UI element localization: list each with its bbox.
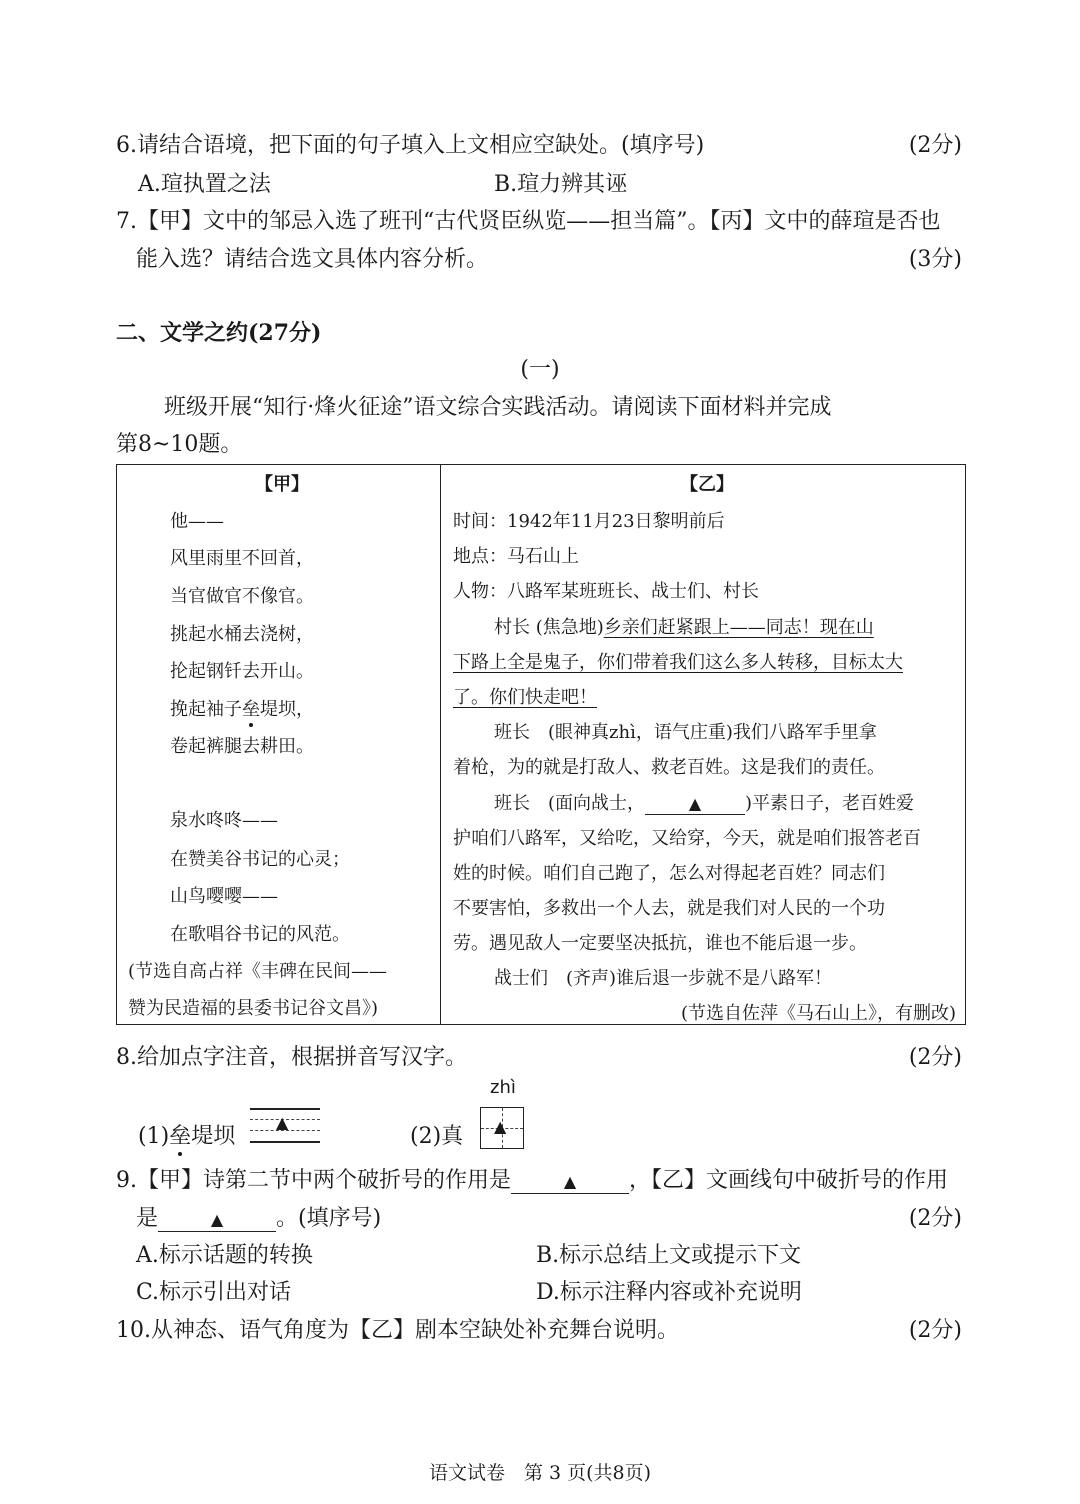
play-time: 时间：1942年11月23日黎明前后 bbox=[453, 511, 725, 532]
intro-line2: 第8~10题。 bbox=[116, 432, 243, 457]
poem-line: 挑起水桶去浇树， bbox=[170, 624, 314, 645]
triangle-icon: ▲ bbox=[688, 794, 702, 813]
play-text: 班长 (面向战士， bbox=[494, 793, 646, 814]
q7-points: (3分) bbox=[908, 247, 962, 272]
pinyin-grid[interactable] bbox=[250, 1108, 320, 1144]
q9-text: 是 bbox=[136, 1206, 159, 1231]
dotted-character: 垒 bbox=[242, 699, 260, 720]
q9-text: 。(填序号) bbox=[276, 1206, 382, 1231]
poem-line: 山鸟嘤嘤—— bbox=[170, 886, 278, 907]
play-line: 姓的时候。咱们自己跑了，怎么对得起老百姓？同志们 bbox=[453, 863, 885, 884]
underlined-sentence: 了。你们快走吧！ bbox=[453, 687, 597, 708]
jia-source-line1: (节选自高占祥《丰碑在民间—— bbox=[128, 961, 388, 982]
q8-item1 bbox=[138, 1119, 235, 1150]
stage-direction: (焦急地) bbox=[535, 617, 604, 638]
play-line: 班长 (眼神真zhì，语气庄重)我们八路军手里拿 bbox=[494, 722, 877, 743]
poem-line: 风里雨里不回首， bbox=[170, 548, 314, 569]
underlined-sentence: 乡亲们赶紧跟上——同志！现在山 bbox=[603, 617, 874, 638]
q9-option-c: C.标示引出对话 bbox=[136, 1280, 292, 1305]
play-line bbox=[494, 789, 914, 815]
play-line: 战士们 (齐声)谁后退一步就不是八路军！ bbox=[494, 968, 833, 989]
q9-option-b: B.标示总结上文或提示下文 bbox=[536, 1243, 802, 1268]
triangle-icon: ▲ bbox=[494, 1117, 507, 1136]
jia-source-line2: 赞为民造福的县委书记谷文昌》) bbox=[128, 998, 379, 1019]
q6-option-a: A.瑄执置之法 bbox=[138, 172, 271, 197]
q9-line1 bbox=[116, 1163, 948, 1194]
answer-blank bbox=[645, 793, 745, 815]
section-title: 二、文学之约(27分) bbox=[116, 320, 322, 346]
pinyin-label: zhì bbox=[490, 1077, 516, 1098]
q6-option-b: B.瑄力辨其诬 bbox=[494, 172, 628, 197]
play-line bbox=[494, 613, 874, 639]
yi-header: 【乙】 bbox=[680, 474, 734, 495]
poem-line: 在赞美谷书记的心灵； bbox=[170, 849, 350, 870]
poem-text: 挽起袖子 bbox=[170, 699, 242, 720]
poem-line: 泉水咚咚—— bbox=[170, 810, 278, 831]
q9-points: (2分) bbox=[908, 1206, 962, 1231]
play-place: 地点：马石山上 bbox=[453, 546, 579, 567]
q6-points: (2分) bbox=[908, 133, 962, 158]
q6-text: 6.请结合语境，把下面的句子填入上文相应空缺处。(填序号) bbox=[116, 133, 705, 158]
q7-line1: 7.【甲】文中的邹忌入选了班刊“古代贤臣纵览——担当篇”。【丙】文中的薛瑄是否也 bbox=[116, 209, 941, 234]
q8-points: (2分) bbox=[908, 1045, 962, 1070]
triangle-icon: ▲ bbox=[276, 1113, 289, 1132]
q10-points: (2分) bbox=[908, 1318, 962, 1343]
answer-blank[interactable] bbox=[511, 1168, 629, 1194]
q9-option-d: D.标示注释内容或补充说明 bbox=[536, 1280, 802, 1305]
triangle-icon: ▲ bbox=[563, 1172, 577, 1191]
q9-text: 9.【甲】诗第二节中两个破折号的作用是 bbox=[116, 1168, 511, 1193]
character-box[interactable] bbox=[480, 1107, 524, 1149]
answer-blank[interactable] bbox=[158, 1206, 276, 1232]
speaker: 村长 bbox=[494, 617, 530, 638]
yi-source: (节选自佐萍《马石山上》，有删改) bbox=[680, 1003, 956, 1024]
page-footer: 语文试卷 第 3 页(共8页) bbox=[428, 1462, 652, 1484]
play-line: 护咱们八路军，又给吃，又给穿，今天，就是咱们报答老百 bbox=[453, 828, 921, 849]
q9-line2 bbox=[136, 1201, 381, 1232]
table-divider bbox=[440, 464, 441, 1025]
jia-header: 【甲】 bbox=[255, 474, 309, 495]
intro-line1: 班级开展“知行·烽火征途”语文综合实践活动。请阅读下面材料并完成 bbox=[164, 395, 832, 420]
triangle-icon: ▲ bbox=[210, 1210, 224, 1229]
poem-line: 卷起裤腿去耕田。 bbox=[170, 736, 314, 757]
poem-line bbox=[170, 695, 314, 721]
poem-line: 他—— bbox=[170, 511, 224, 532]
play-text: )平素日子，老百姓爱 bbox=[745, 793, 915, 814]
poem-text: 堤坝， bbox=[260, 699, 314, 720]
underlined-sentence: 下路上全是鬼子，你们带着我们这么多人转移，目标太大 bbox=[453, 652, 903, 673]
dotted-character: 垒 bbox=[169, 1124, 192, 1149]
q8-item2: (2)真 bbox=[410, 1124, 464, 1149]
play-line: 不要害怕，多救出一个人去，就是我们对人民的一个功 bbox=[453, 898, 885, 919]
item-text: 堤坝 bbox=[191, 1124, 236, 1149]
q9-option-a: A.标示话题的转换 bbox=[136, 1243, 313, 1268]
section-subtitle: (一) bbox=[520, 357, 560, 382]
poem-line: 当官做官不像官。 bbox=[170, 586, 314, 607]
q7-line2: 能入选？请结合选文具体内容分析。 bbox=[136, 247, 489, 272]
item-number: (1) bbox=[138, 1124, 170, 1149]
play-characters: 人物：八路军某班班长、战士们、村长 bbox=[453, 581, 759, 602]
q9-text: ，【乙】文画线句中破折号的作用 bbox=[629, 1168, 949, 1193]
q8-text: 8.给加点字注音，根据拼音写汉字。 bbox=[116, 1045, 467, 1070]
poem-line: 在歌唱谷书记的风范。 bbox=[170, 924, 350, 945]
q10-text: 10.从神态、语气角度为【乙】剧本空缺处补充舞台说明。 bbox=[116, 1318, 679, 1343]
poem-line: 抡起钢钎去开山。 bbox=[170, 661, 314, 682]
play-line: 着枪，为的就是打敌人、救老百姓。这是我们的责任。 bbox=[453, 757, 885, 778]
play-line: 劳。遇见敌人一定要坚决抵抗，谁也不能后退一步。 bbox=[453, 933, 867, 954]
